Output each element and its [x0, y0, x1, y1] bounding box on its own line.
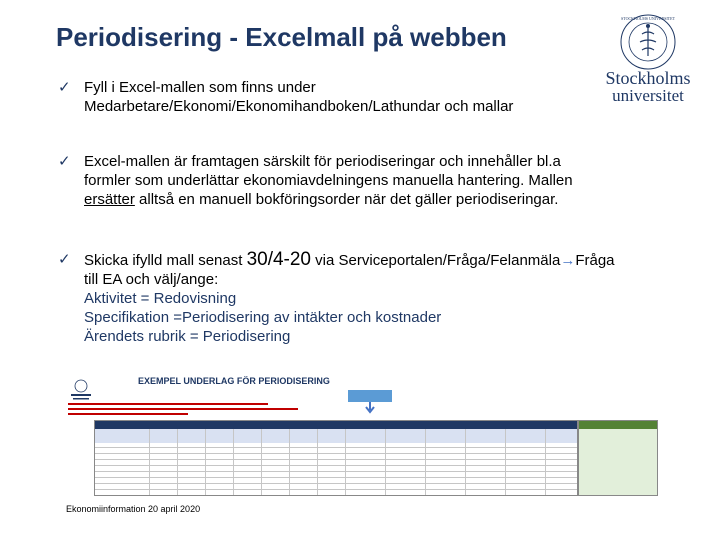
- arrow-right-icon: →: [560, 252, 576, 269]
- screenshot-badge: [348, 390, 392, 402]
- bullet-3-line-1: Skicka ifylld mall senast 30/4-20 via Serviceportalen/Fråga/Felanmäla→Fråga: [84, 249, 615, 270]
- bullet-1-line-1: Fyll i Excel-mallen som finns under: [84, 79, 316, 96]
- footer: Ekonomiinformation 20 april 2020: [66, 504, 201, 514]
- screenshot-title: EXEMPEL UNDERLAG FÖR PERIODISERING: [138, 376, 330, 386]
- screenshot-summary-panel: [578, 420, 658, 496]
- field-arendets-rubrik: Ärendets rubrik = Periodisering: [84, 328, 291, 345]
- checkmark-icon: ✓: [58, 251, 71, 268]
- bullet-3-line-2: till EA och välj/ange:: [84, 271, 219, 288]
- arrow-down-icon: [364, 402, 376, 414]
- slide-title: Periodisering - Excelmall på webben: [56, 22, 507, 52]
- checkmark-icon: ✓: [58, 153, 71, 170]
- checkmark-icon: ✓: [58, 79, 71, 96]
- bullet-2-line-2: formler som underlättar ekonomiavdelningens manuella hantering. Mallen: [84, 172, 573, 189]
- bullet-2-line-3: ersätter alltså en manuell bokföringsorder när det gäller periodiseringar.: [84, 191, 559, 208]
- mini-university-logo-icon: [68, 378, 94, 402]
- excel-template-screenshot: [66, 372, 656, 500]
- underlined-word: ersätter: [84, 191, 135, 208]
- field-specifikation: Specifikation =Periodisering av intäkter och kostnader: [84, 309, 442, 326]
- screenshot-instructions: [68, 402, 318, 418]
- bullet-1-line-2: Medarbetare/Ekonomi/Ekonomihandboken/Lathundar och mallar: [84, 98, 514, 115]
- logo-text-stockholms: Stockholms: [605, 68, 691, 88]
- svg-text:STOCKHOLMS UNIVERSITET: STOCKHOLMS UNIVERSITET: [620, 16, 676, 21]
- bullet-2-line-1: Excel-mallen är framtagen särskilt för periodiseringar och innehåller bl.a: [84, 153, 561, 170]
- university-seal-icon: [618, 12, 678, 72]
- logo-text-universitet: universitet: [612, 86, 684, 105]
- field-aktivitet: Aktivitet = Redovisning: [84, 290, 237, 307]
- deadline-date: 30/4-20: [246, 249, 312, 270]
- screenshot-grid: [94, 420, 578, 496]
